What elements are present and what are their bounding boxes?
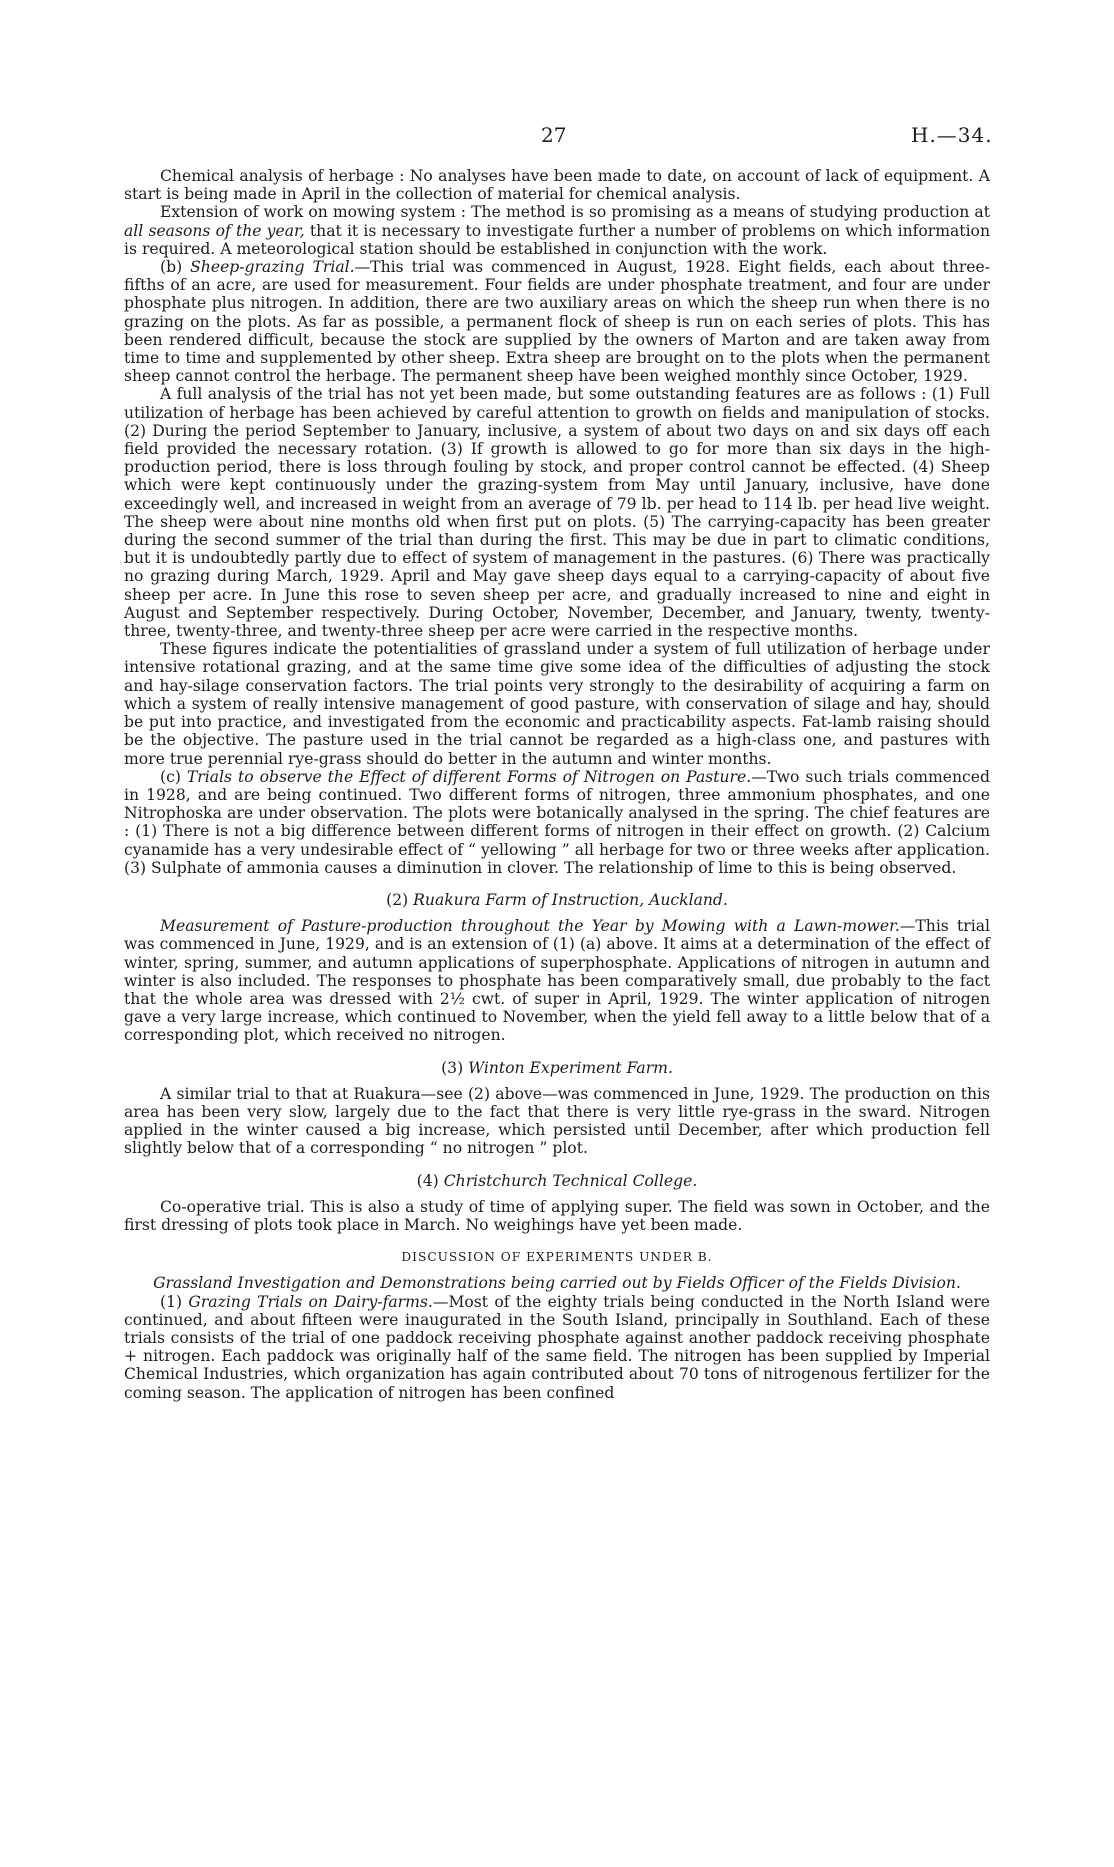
paragraph: Extension of work on mowing system : The method is so promising as a means of studying production at all seasons of the year, that it is necessary to investigate further a number of problems on which information is required. A meteorological station should be established in conjunction with the work. <box>124 203 990 258</box>
paragraph: These figures indicate the potentialities of grassland under a system of full utilization of herbage under intensive rotational grazing, and at the same time give some idea of the difficulties of adjusting the stock and hay-silage conservation factors. The trial points very strongly to the desirability of acquiring a farm on which a system of really intensive management of good pasture, with conservation of silage and hay, should be put into practice, and investigated from the economic and practicability aspects. Fat-lamb raising should be the objective. The pasture used in the trial cannot be regarded as a high-class one, and pastures with more true perennial rye-grass should do better in the autumn and winter months. <box>124 640 990 768</box>
section-heading: (3) Winton Experiment Farm. <box>441 1058 673 1077</box>
page-number: 27 <box>541 123 567 147</box>
discussion-subtitle: Grassland Investigation and Demonstrations being carried out by Fields Officer of the Fields Division. <box>153 1274 961 1293</box>
section-heading: (2) Ruakura Farm of Instruction, Auckland. <box>386 890 728 909</box>
paragraph: Chemical analysis of herbage : No analyses have been made to date, on account of lack of equipment. A start is being made in April in the collection of material for chemical analysis. <box>124 167 990 204</box>
paragraph: Co-operative trial. This is also a study of time of applying super. The field was sown in October, and the first dressing of plots took place in March. No weighings have yet been made. <box>124 1197 990 1234</box>
section-heading: (4) Christchurch Technical College. <box>416 1171 698 1190</box>
body-text <box>124 167 990 1402</box>
paragraph: A similar trial to that at Ruakura—see (2) above—was commenced in June, 1929. The production on this area has been very slow, largely due to the fact that there is very little rye-grass in the sward. Nitrogen applied in the winter caused a big increase, which persisted until December, after which production fell slightly below that of a corresponding “ no nitrogen ” plot. <box>124 1084 990 1158</box>
paragraph: (1) Grazing Trials on Dairy-farms.—Most of the eighty trials being conducted in the North Island were continued, and about fifteen were inaugurated in the South Island, principally in Southland. Each of these trials consists of the trial of one paddock receiving phosphate against another paddock receiving phosphate + nitrogen. Each paddock was originally half of the same field. The nitrogen has been supplied by Imperial Chemical Industries, which organization has again contributed about 70 tons of nitrogenous fertilizer for the coming season. The application of nitrogen has been confined <box>124 1292 990 1402</box>
discussion-heading: DISCUSSION OF EXPERIMENTS UNDER B. <box>401 1250 713 1265</box>
document-reference: H.—34. <box>911 123 993 147</box>
paragraph: A full analysis of the trial has not yet been made, but some outstanding features are as follows : (1) Full utilization of herbage has been achieved by careful attention to growth on fields and manipulation of stocks. (2) During the period September to January, inclusive, a system of about two days on and six days off each field provided the necessary rotation. (3) If growth is allowed to go for more than six days in the high-production period, there is loss through fouling by stock, and proper control cannot be effected. (4) Sheep which were kept continuously under the grazing-system from May until January, inclusive, have done exceedingly well, and increased in weight from an average of 79 lb. per head to 114 lb. per head live weight. The sheep were about nine months old when first put on plots. (5) The carrying-capacity has been greater during the second summer of the trial than during the first. This may be due in part to climatic conditions, but it is undoubtedly partly due to effect of system of management in the pastures. (6) There was practically no grazing during March, 1929. April and May gave sheep days equal to a carrying-capacity of about five sheep per acre. In June this rose to seven sheep per acre, and gradually increased to nine and eight in August and September respectively. During October, November, December, and January, twenty, twenty-three, twenty-three, and twenty-three sheep per acre were carried in the respective months. <box>124 385 990 641</box>
paragraph: (c) Trials to observe the Effect of different Forms of Nitrogen on Pasture.—Two such trials commenced in 1928, and are being continued. Two different forms of nitrogen, three ammonium phosphates, and one Nitrophoska are under observation. The plots were botanically analysed in the spring. The chief features are : (1) There is not a big difference between different forms of nitrogen in their effect on growth. (2) Calcium cyanamide has a very undesirable effect of “ yellowing ” all herbage for two or three weeks after application. (3) Sulphate of ammonia causes a diminution in clover. The relationship of lime to this is being observed. <box>124 767 990 877</box>
paragraph: (b) Sheep-grazing Trial.—This trial was commenced in August, 1928. Eight fields, each about three-fifths of an acre, are used for measurement. Four fields are under phosphate treatment, and four are under phosphate plus nitrogen. In addition, there are two auxiliary areas on which the sheep run when there is no grazing on the plots. As far as possible, a permanent flock of sheep is run on each series of plots. This has been rendered difficult, because the stock are supplied by the owners of Marton and are taken away from time to time and supplemented by other sheep. Extra sheep are brought on to the plots when the permanent sheep cannot control the herbage. The permanent sheep have been weighed monthly since October, 1929. <box>124 258 991 386</box>
paragraph: Measurement of Pasture-production throughout the Year by Mowing with a Lawn-mower.—This trial was commenced in June, 1929, and is an extension of (1) (a) above. It aims at a determination of the effect of winter, spring, summer, and autumn applications of superphosphate. Applications of nitrogen in autumn and winter is also included. The responses to phosphate has been comparatively small, due probably to the fact that the whole area was dressed with 2½ cwt. of super in April, 1929. The winter application of nitrogen gave a very large increase, which continued to November, when the yield fell away to a little below that of a corresponding plot, which received no nitrogen. <box>124 917 990 1045</box>
